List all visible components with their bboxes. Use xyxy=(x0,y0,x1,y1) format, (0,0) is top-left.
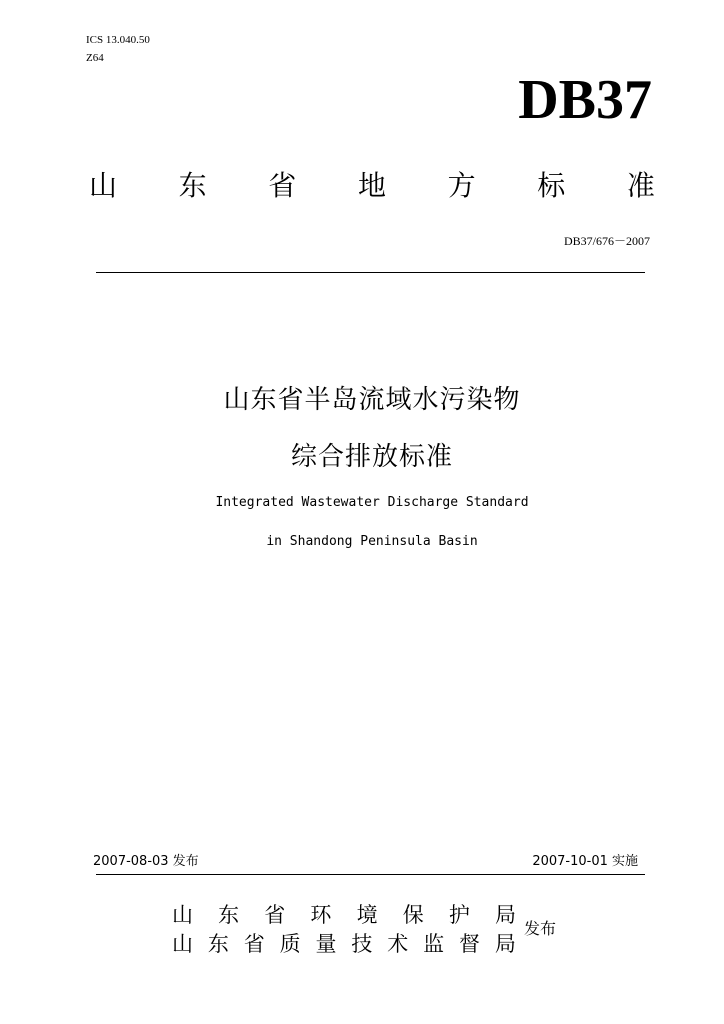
header-divider xyxy=(96,272,645,273)
chinese-title-line-1: 山东省半岛流域水污染物 xyxy=(223,385,521,415)
ics-code: ICS 13.040.50 xyxy=(86,34,150,46)
issuer-char: 环 xyxy=(310,903,332,927)
issuer-char: 境 xyxy=(356,903,378,927)
classification-code: Z64 xyxy=(86,52,104,64)
issue-date: 2007-08-03 发布 xyxy=(93,854,199,869)
english-title-line-1: Integrated Wastewater Discharge Standard xyxy=(215,495,529,510)
publish-label: 发布 xyxy=(524,919,557,938)
issuer-char: 技 xyxy=(351,932,373,956)
issuer-char: 东 xyxy=(207,932,229,956)
issuer-char: 东 xyxy=(218,903,240,927)
issuer-char: 保 xyxy=(402,903,424,927)
standard-type-char: 省 xyxy=(268,169,297,202)
standard-type-char: 东 xyxy=(178,169,207,202)
footer-divider xyxy=(96,874,645,875)
standard-type-char: 地 xyxy=(357,169,386,202)
issuer-char: 护 xyxy=(448,903,470,927)
standard-type-char: 准 xyxy=(626,169,655,202)
issuer-char: 监 xyxy=(423,932,445,956)
issuer-char: 量 xyxy=(315,932,337,956)
issuer-char: 局 xyxy=(494,903,516,927)
implementation-date: 2007-10-01 实施 xyxy=(532,854,638,869)
standard-type-char: 标 xyxy=(537,169,566,202)
issuer-quality-bureau xyxy=(172,930,516,958)
issuer-char: 省 xyxy=(243,932,265,956)
issuer-char: 山 xyxy=(172,903,193,927)
issuer-char: 术 xyxy=(387,932,409,956)
issuer-char: 局 xyxy=(494,932,516,956)
standard-type-char: 方 xyxy=(447,169,476,202)
issuer-char: 山 xyxy=(172,932,193,956)
standard-number: DB37/676－2007 xyxy=(563,234,650,248)
english-title-line-2: in Shandong Peninsula Basin xyxy=(266,534,478,549)
standard-code-logo: DB37 xyxy=(518,69,652,131)
issuer-environmental-bureau xyxy=(172,901,516,929)
issuer-char: 省 xyxy=(264,903,286,927)
issuer-char: 督 xyxy=(459,932,480,956)
standard-type-char: 山 xyxy=(88,169,117,202)
issuer-char: 质 xyxy=(279,932,301,956)
chinese-title-line-2: 综合排放标准 xyxy=(290,442,453,472)
standard-type-heading xyxy=(86,166,658,206)
